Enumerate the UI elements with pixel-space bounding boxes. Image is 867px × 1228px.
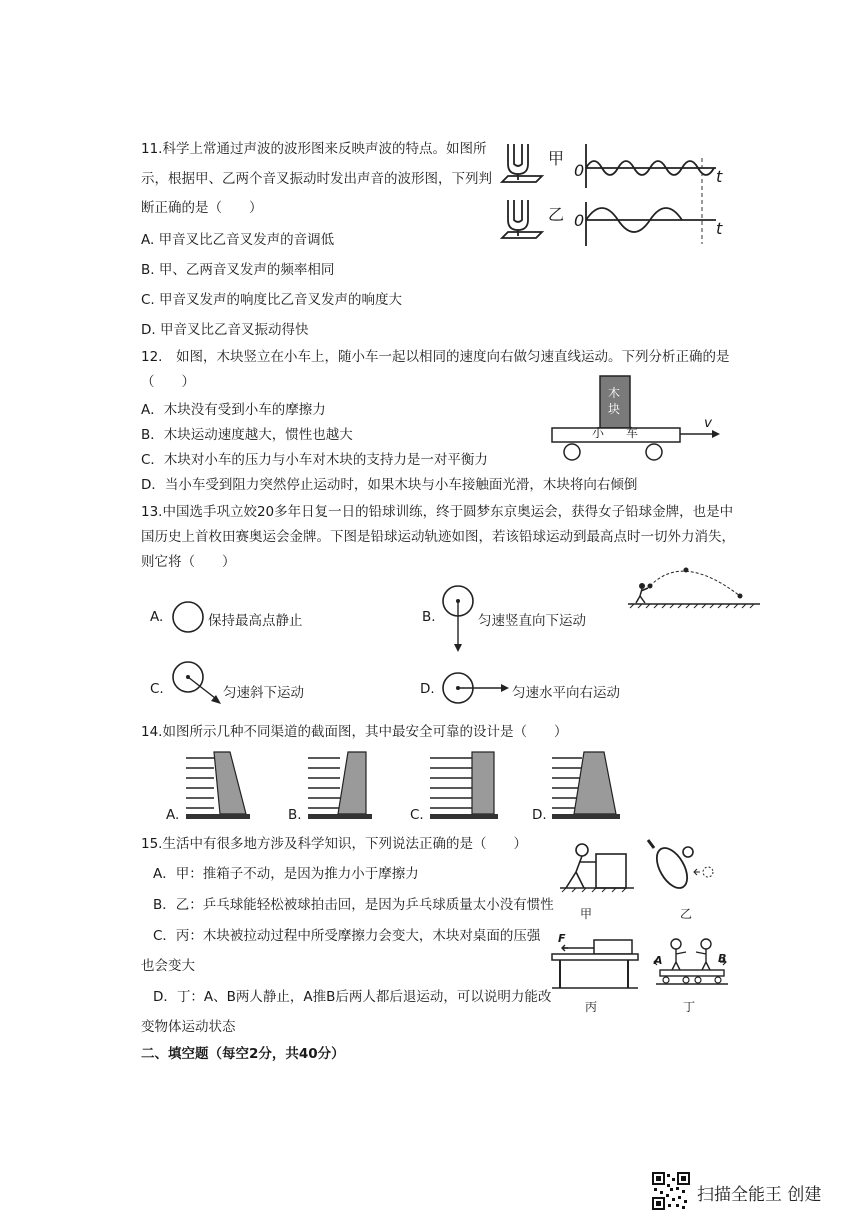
q15-person-b-label: B [718, 952, 727, 965]
athlete-icon [636, 583, 648, 603]
cart-body [552, 428, 680, 442]
dam-option-b [308, 752, 372, 819]
q13-option-c-text: 匀速斜下运动 [223, 685, 304, 701]
q15-person-a-label: A [654, 954, 663, 967]
q12-stem-line1: 12. 如图，木块竖立在小车上，随小车一起以相同的速度向右做匀速直线运动。下列分析正确的是 [141, 349, 730, 365]
section-2-title: 二、填空题（每空2分，共40分） [141, 1046, 345, 1062]
dam-option-d [552, 752, 620, 819]
q11-origin-yi: 0 [574, 211, 585, 230]
q15-label-yi: 乙 [680, 907, 693, 921]
q11-label-jia: 甲 [548, 149, 565, 168]
q13-trajectory-figure [628, 562, 763, 607]
tuning-fork-yi-icon [502, 200, 542, 238]
q12-cart-figure [550, 372, 730, 464]
q12-cart-label-1: 小 [592, 426, 605, 440]
q15-option-c-line2: 也会变大 [141, 958, 195, 974]
q13-option-b-ball-icon [441, 584, 475, 654]
q15-option-d-line2: 变物体运动状态 [141, 1019, 236, 1035]
q15-option-a: A．甲：推箱子不动，是因为推力小于摩擦力 [153, 866, 419, 882]
q11-option-a: A. 甲音叉比乙音叉发声的音调低 [141, 232, 335, 248]
q14-stem: 14.如图所示几种不同渠道的截面图，其中最安全可靠的设计是（ ） [141, 724, 568, 740]
tuning-fork-jia-icon [502, 144, 542, 182]
q13-option-b-letter: B. [422, 609, 436, 625]
arrow-down-icon [454, 644, 462, 652]
q14-letter-d: D. [532, 807, 547, 823]
q11-axis-t-jia: t [716, 167, 723, 186]
shot-put-peak [684, 568, 689, 573]
q13-option-a-letter: A. [150, 609, 164, 625]
q15-option-d-line1: D．丁：A、B两人静止，A推B后两人都后退运动，可以说明力能改 [153, 989, 552, 1005]
q13-option-b-text: 匀速竖直向下运动 [478, 613, 586, 629]
q13-option-d-ball-icon [441, 671, 511, 705]
q13-option-a-ball-icon [171, 600, 205, 634]
q15-option-b: B．乙：乒乓球能轻松被球拍击回，是因为乒乓球质量太小没有惯性 [153, 897, 554, 913]
q11-option-d: D. 甲音叉比乙音叉振动得快 [141, 322, 309, 338]
q12-stem-line2: （ ） [141, 374, 195, 390]
dam-option-a [186, 752, 250, 819]
q13-option-d-text: 匀速水平向右运动 [512, 685, 620, 701]
q12-block-label-2: 块 [608, 402, 621, 416]
qr-code-icon [652, 1172, 690, 1210]
q11-label-yi: 乙 [548, 205, 565, 224]
q15-option-c-line1: C．丙：木块被拉动过程中所受摩擦力会变大，木块对桌面的压强 [153, 928, 541, 944]
q11-stem-line2: 示，根据甲、乙两个音叉振动时发出声音的波形图，下列判 [141, 171, 492, 187]
q13-stem-line2: 国历史上首枚田赛奥运会金牌。下图是铅球运动轨迹如图，若该铅球运动到最高点时一切外力消失， [141, 529, 735, 545]
q12-option-d: D．当小车受到阻力突然停止运动时，如果木块与小车接触面光滑，木块将向右倾倒 [141, 477, 638, 493]
scanner-watermark-text: 扫描全能王 创建 [697, 1185, 822, 1205]
q14-letter-c: C. [410, 807, 424, 823]
q15-label-jia: 甲 [580, 907, 593, 921]
q12-option-a: A．木块没有受到小车的摩擦力 [141, 402, 326, 418]
q14-dam-figures [160, 742, 620, 824]
two-skaters-icon [654, 939, 728, 984]
q12-block-label-1: 木 [608, 386, 621, 400]
q11-stem-line1: 11.科学上常通过声波的波形图来反映声波的特点。如图所 [141, 141, 487, 157]
velocity-arrow-icon [712, 430, 720, 438]
q11-origin-jia: 0 [574, 161, 585, 180]
ping-pong-paddle-icon [648, 840, 713, 893]
q12-option-b: B．木块运动速度越大，惯性也越大 [141, 427, 353, 443]
q13-option-c-ball-icon [171, 660, 231, 710]
q12-velocity-label: v [704, 415, 712, 431]
q15-stem: 15.生活中有很多地方涉及科学知识，下列说法正确的是（ ） [141, 836, 527, 852]
q13-option-d-letter: D. [420, 681, 435, 697]
q13-stem-line3: 则它将（ ） [141, 554, 236, 570]
shot-put-landing [738, 594, 743, 599]
q14-letter-a: A. [166, 807, 180, 823]
q15-label-ding: 丁 [683, 1000, 696, 1014]
q15-force-f-label: F [558, 932, 566, 945]
cart-wheel-right [646, 444, 662, 460]
q12-cart-label-2: 车 [626, 426, 639, 440]
pushing-box-icon [560, 844, 634, 892]
q13-option-a-text: 保持最高点静止 [208, 613, 303, 629]
dam-option-c [430, 752, 498, 819]
q11-stem-line3: 断正确的是（ ） [141, 200, 263, 216]
arrow-right-icon [501, 684, 509, 692]
q12-option-c: C．木块对小车的压力与小车对木块的支持力是一对平衡力 [141, 452, 488, 468]
q11-option-b: B. 甲、乙两音叉发声的频率相同 [141, 262, 335, 278]
q11-axis-t-yi: t [716, 219, 723, 238]
q11-waveform-figure [498, 138, 723, 258]
q14-letter-b: B. [288, 807, 302, 823]
q15-label-bing: 丙 [585, 1000, 598, 1014]
q13-stem-line1: 13.中国选手巩立姣20多年日复一日的铅球训练，终于圆梦东京奥运会，获得女子铅球金牌，也是中 [141, 504, 734, 520]
cart-wheel-left [564, 444, 580, 460]
q13-option-c-letter: C. [150, 681, 164, 697]
q11-option-c: C. 甲音叉发声的响度比乙音叉发声的响度大 [141, 292, 403, 308]
